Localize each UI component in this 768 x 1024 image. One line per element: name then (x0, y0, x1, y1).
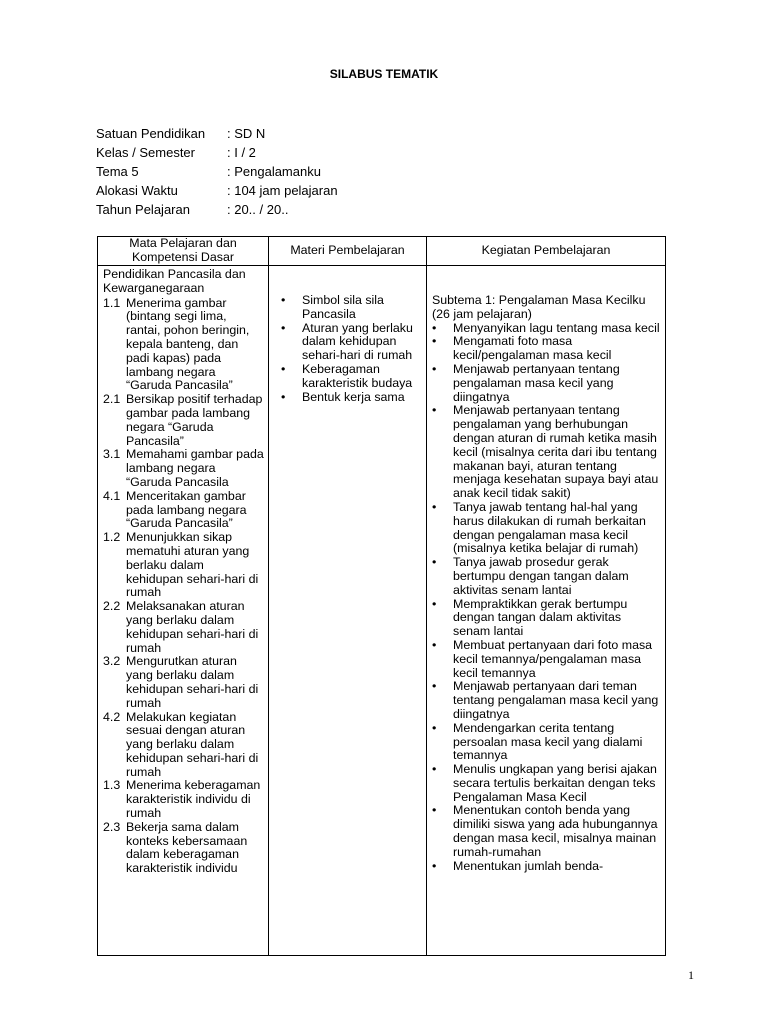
list-item (432, 680, 661, 721)
list-item (281, 294, 422, 322)
list-item (281, 322, 422, 363)
list-item (432, 804, 661, 859)
kd-item (103, 600, 264, 655)
meta-value: : 20.. / 20.. (227, 202, 289, 217)
kd-text: Menerima keberagaman karakteristik individu di rumah (126, 778, 261, 821)
list-item-text: Mengamati foto masa kecil/pengalaman masa kecil (453, 334, 612, 363)
table-row (98, 266, 666, 956)
list-item (432, 322, 661, 336)
kd-number: 2.1 (103, 392, 121, 407)
meta-row (96, 162, 338, 181)
meta-row (96, 181, 338, 200)
list-item (432, 335, 661, 363)
list-item (432, 363, 661, 404)
meta-value: : 104 jam pelajaran (227, 183, 338, 198)
list-item-text: Simbol sila sila Pancasila (302, 293, 384, 321)
subtema-title: Subtema 1: Pengalaman Masa Kecilku (26 jam pelajaran) (432, 293, 646, 321)
kd-text: Menceritakan gambar pada lambang negara “Garuda Pancasila” (126, 488, 247, 531)
header-kompetensi: Mata Pelajaran dan Kompetensi Dasar (98, 237, 269, 266)
list-item (432, 639, 661, 680)
bullet-icon: • (432, 858, 437, 873)
bullet-icon: • (432, 596, 437, 611)
meta-label: Alokasi Waktu (96, 183, 178, 198)
bullet-icon: • (432, 720, 437, 735)
meta-label: Tahun Pelajaran (96, 202, 190, 217)
meta-value: : Pengalamanku (227, 164, 321, 179)
bullet-icon: • (432, 637, 437, 652)
header-kegiatan: Kegiatan Pembelajaran (427, 237, 666, 266)
list-item-text: Menjawab pertanyaan tentang pengalaman yang berhubungan dengan aturan di rumah ketika masih kecil (misalnya cerita dari ibu tentang makanan bayi, aturan tentang menjaga kesehatan supaya bayi atau anak kecil tidak sakit) (453, 403, 659, 501)
list-item (432, 404, 661, 501)
list-item-text: Tanya jawab prosedur gerak bertumpu dengan tangan dalam aktivitas senam lantai (453, 555, 629, 597)
list-item (432, 501, 661, 556)
kd-text: Melakukan kegiatan sesuai dengan aturan yang berlaku dalam kehidupan sehari-hari di rumah (126, 709, 259, 779)
bullet-icon: • (432, 334, 437, 349)
meta-label: Kelas / Semester (96, 145, 195, 160)
bullet-icon: • (432, 679, 437, 694)
kd-text: Bersikap positif terhadap gambar pada lambang negara “Garuda Pancasila” (126, 392, 263, 448)
kd-item (103, 711, 264, 780)
kd-number: 4.2 (103, 709, 121, 724)
list-item-text: Keberagaman karakteristik budaya (302, 361, 413, 390)
kd-text: Memahami gambar pada lambang negara “Garuda Pancasila (126, 447, 264, 489)
bullet-icon: • (432, 762, 437, 777)
list-item-text: Mendengarkan cerita tentang persoalan masa kecil yang dialami temannya (453, 720, 643, 763)
list-item (432, 860, 661, 874)
list-item (432, 556, 661, 597)
meta-label: Satuan Pendidikan (96, 126, 206, 141)
list-item-text: Menulis ungkapan yang berisi ajakan secara tertulis berkaitan dengan teks Pengalaman Masa Kecil (453, 762, 657, 804)
bullet-icon: • (432, 403, 437, 418)
list-item-text: Menjawab pertanyaan dari teman tentang pengalaman masa kecil yang diingatnya (453, 679, 659, 721)
kd-item (103, 448, 264, 489)
list-item-text: Mempraktikkan gerak bertumpu dengan tangan dalam aktivitas senam lantai (453, 596, 628, 639)
list-item-text: Menyanyikan lagu tentang masa kecil (453, 320, 660, 335)
meta-row (96, 143, 338, 162)
kd-text: Menunjukkan sikap mematuhi aturan yang berlaku dalam kehidupan sehari-hari di rumah (126, 530, 259, 600)
kd-list (103, 297, 264, 876)
list-item-text: Menentukan contoh benda yang dimiliki siswa yang ada hubungannya dengan masa kecil, misalnya mainan rumah-rumahan (453, 803, 658, 859)
cell-kompetensi (98, 266, 269, 956)
page-title: SILABUS TEMATIK (329, 67, 439, 81)
list-item (432, 598, 661, 639)
kd-item (103, 821, 264, 876)
meta-row (96, 200, 338, 219)
bullet-icon: • (281, 361, 286, 376)
list-item-text: Tanya jawab tentang hal-hal yang harus dilakukan di rumah berkaitan dengan pengalaman masa kecil (misalnya ketika belajar di rumah) (453, 499, 646, 556)
header-materi: Materi Pembelajaran (269, 237, 427, 266)
bullet-icon: • (432, 499, 437, 514)
bullet-icon: • (281, 320, 286, 335)
list-item (281, 391, 422, 405)
kd-number: 1.1 (103, 295, 121, 310)
page-number: 1 (688, 968, 694, 982)
list-item (281, 363, 422, 391)
kd-item (103, 779, 264, 820)
meta-block (96, 124, 338, 219)
kd-number: 2.2 (103, 599, 121, 614)
list-item-text: Menjawab pertanyaan tentang pengalaman masa kecil yang diingatnya (453, 361, 620, 404)
list-item (432, 763, 661, 804)
kd-number: 1.3 (103, 778, 121, 793)
list-item-text: Menentukan jumlah benda- (453, 858, 604, 873)
kd-item (103, 393, 264, 448)
bullet-icon: • (432, 803, 437, 818)
kd-text: Mengurutkan aturan yang berlaku dalam kehidupan sehari-hari di rumah (126, 654, 259, 710)
kd-number: 4.1 (103, 488, 121, 503)
kd-item (103, 655, 264, 710)
kd-text: Bekerja sama dalam konteks kebersamaan dalam keberagaman karakteristik individu (126, 819, 248, 876)
meta-label: Tema 5 (96, 164, 139, 179)
materi-list (269, 266, 426, 404)
bullet-icon: • (432, 361, 437, 376)
list-item-text: Membuat pertanyaan dari foto masa kecil temannya/pengalaman masa kecil temannya (453, 637, 653, 680)
syllabus-table (97, 236, 666, 956)
meta-row (96, 124, 338, 143)
kd-number: 3.2 (103, 654, 121, 669)
bullet-icon: • (281, 389, 286, 404)
bullet-icon: • (432, 555, 437, 570)
cell-materi (269, 266, 427, 956)
list-item-text: Aturan yang berlaku dalam kehidupan sehari-hari di rumah (302, 320, 413, 363)
kd-number: 3.1 (103, 447, 121, 462)
bullet-icon: • (281, 293, 286, 307)
kd-number: 1.2 (103, 530, 121, 545)
kd-text: Menerima gambar (bintang segi lima, rantai, pohon beringin, kepala banteng, dan padi kapas) pada lambang negara “Garuda Pancasila” (126, 295, 250, 393)
meta-value: : I / 2 (227, 145, 256, 160)
list-item-text: Bentuk kerja sama (302, 389, 405, 404)
kd-text: Melaksanakan aturan yang berlaku dalam kehidupan sehari-hari di rumah (126, 599, 259, 655)
cell-kegiatan (427, 266, 666, 956)
table-header-row (98, 237, 666, 266)
kd-number: 2.3 (103, 819, 121, 834)
kd-item (103, 531, 264, 600)
subject-name: Pendidikan Pancasila dan Kewarganegaraan (103, 267, 246, 295)
kegiatan-list (432, 322, 661, 874)
bullet-icon: • (432, 320, 437, 335)
kd-item (103, 297, 264, 394)
list-item (432, 722, 661, 763)
kd-item (103, 490, 264, 531)
meta-value: : SD N (227, 126, 266, 141)
